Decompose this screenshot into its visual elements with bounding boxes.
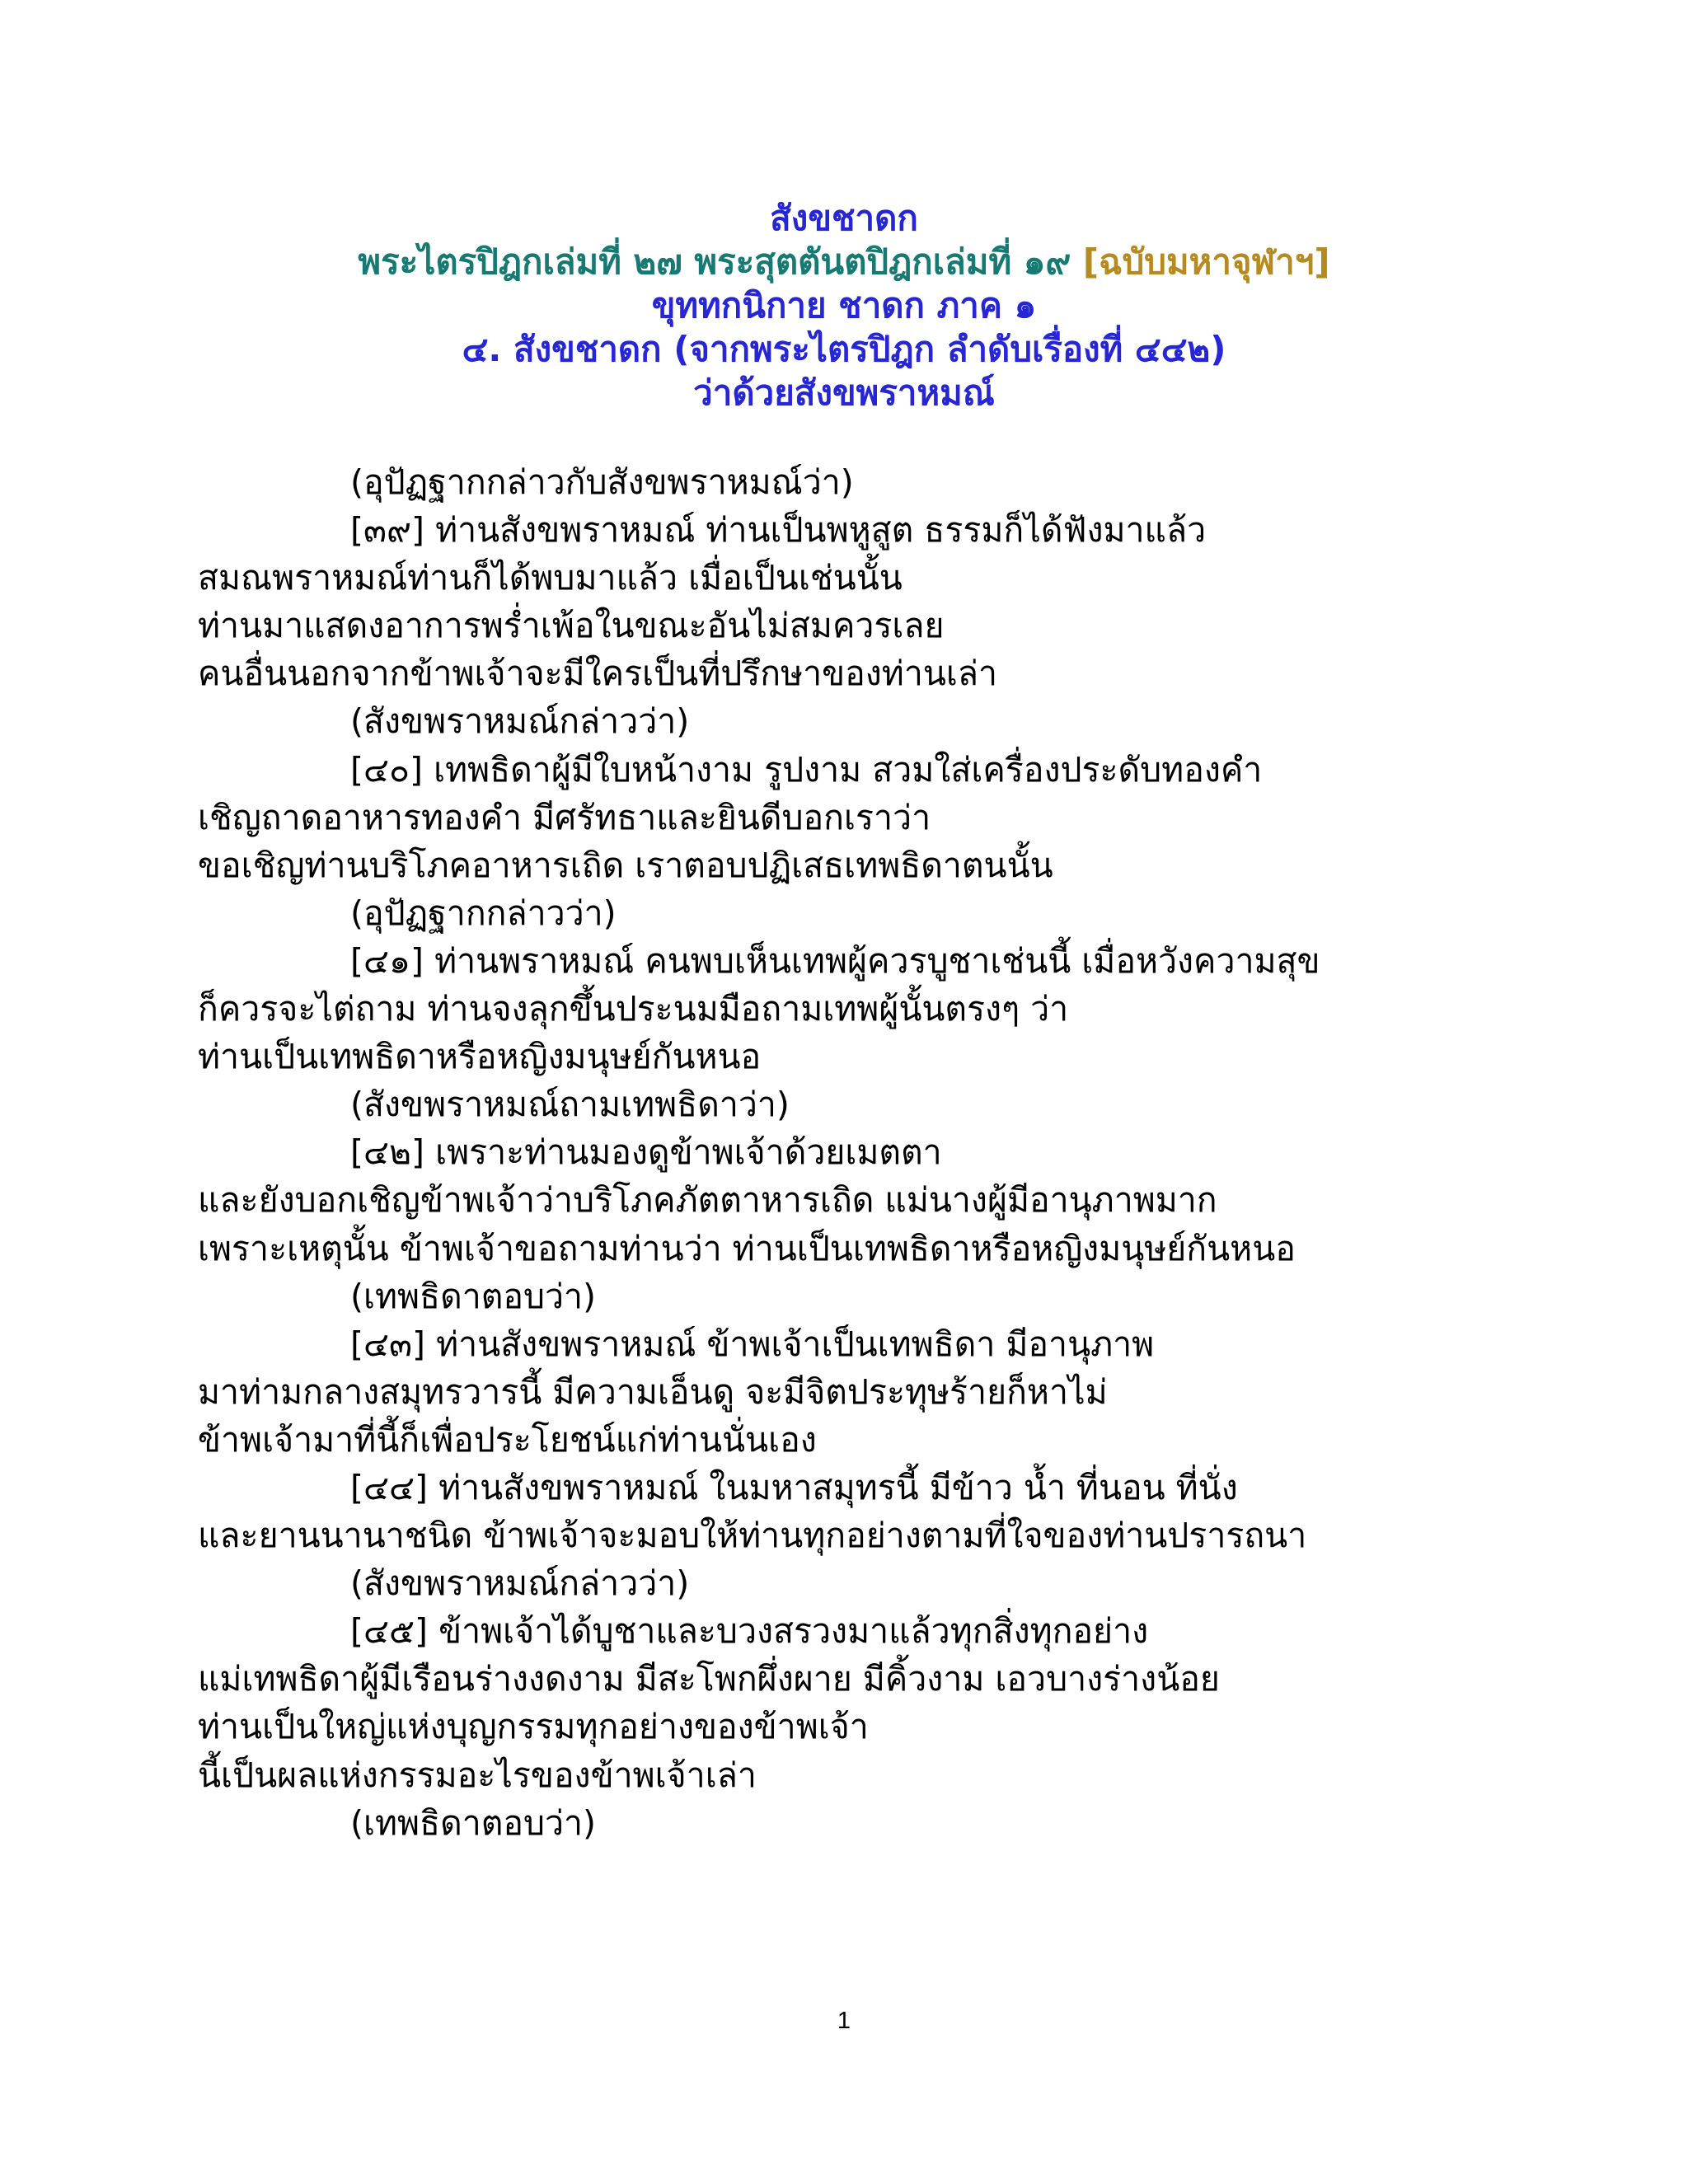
verse-line: ข้าพเจ้ามาที่นี้ก็เพื่อประโยชน์แก่ท่านนั่นเอง: [198, 1419, 817, 1460]
verse-line-indented: (อุปัฏฐากกล่าวว่า): [350, 893, 617, 933]
verse-line: ก็ควรจะไต่ถาม ท่านจงลุกขึ้นประนมมือถามเทพผู้นั้นตรงๆ ว่า: [198, 989, 1069, 1029]
verse-line: คนอื่นนอกจากข้าพเจ้าจะมีใครเป็นที่ปรึกษาของท่านเล่า: [198, 654, 998, 694]
verse-line: ขอเชิญท่านบริโภคอาหารเถิด เราตอบปฏิเสธเทพธิดาตนนั้น: [198, 845, 1053, 885]
volume-reference: พระไตรปิฎกเล่มที่ ๒๗ พระสุตตันตปิฎกเล่มที่ ๑๙: [358, 241, 1071, 282]
edition-label: [ฉบับมหาจุฬาฯ]: [1082, 241, 1330, 282]
document-header: [0, 196, 1688, 415]
verse-line: ท่านเป็นใหญ่แห่งบุญกรรมทุกอย่างของข้าพเจ้า: [198, 1707, 869, 1747]
nikaya-heading: ขุททกนิกาย ชาดก ภาค ๑: [651, 285, 1037, 326]
jataka-heading: ๔. สังขชาดก (จากพระไตรปิฎก ลำดับเรื่องที่ ๔๔๒): [462, 329, 1226, 369]
verse-line: นี้เป็นผลแห่งกรรมอะไรของข้าพเจ้าเล่า: [198, 1755, 757, 1795]
volume-line: [0, 240, 1688, 284]
verse-line-indented: [๔๓] ท่านสังขพราหมณ์ ข้าพเจ้าเป็นเทพธิดา มีอานุภาพ: [350, 1324, 1155, 1364]
verse-line: ท่านเป็นเทพธิดาหรือหญิงมนุษย์กันหนอ: [198, 1037, 762, 1077]
verse-line-indented: (อุปัฏฐากกล่าวกับสังขพราหมณ์ว่า): [350, 462, 854, 502]
verse-line-indented: (เทพธิดาตอบว่า): [350, 1802, 597, 1843]
verse-line: เชิญถาดอาหารทองคำ มีศรัทธาและยินดีบอกเราว่า: [198, 797, 931, 837]
page-number: 1: [837, 2008, 851, 2034]
verse-line-indented: [๔๕] ข้าพเจ้าได้บูชาและบวงสรวงมาแล้วทุกสิ่งทุกอย่าง: [350, 1611, 1149, 1652]
verse-line: เพราะเหตุนั้น ข้าพเจ้าขอถามท่านว่า ท่านเป็นเทพธิดาหรือหญิงมนุษย์กันหนอ: [198, 1228, 1296, 1268]
verse-line-indented: [๔๑] ท่านพราหมณ์ คนพบเห็นเทพผู้ควรบูชาเช่นนี้ เมื่อหวังความสุข: [350, 940, 1320, 981]
verse-line-indented: [๔๒] เพราะท่านมองดูข้าพเจ้าด้วยเมตตา: [350, 1132, 942, 1173]
document-body: [198, 458, 1484, 1847]
section-subtitle: ว่าด้วยสังขพราหมณ์: [693, 373, 995, 413]
verse-line: ท่านมาแสดงอาการพร่ำเพ้อในขณะอันไม่สมควรเลย: [198, 606, 945, 646]
document-title: สังขชาดก: [770, 198, 918, 238]
verse-line-indented: [๔๔] ท่านสังขพราหมณ์ ในมหาสมุทรนี้ มีข้าว น้ำ ที่นอน ที่นั่ง: [350, 1467, 1238, 1507]
verse-line-indented: (สังขพราหมณ์กล่าวว่า): [350, 1563, 690, 1604]
verse-line: และยานนานาชนิด ข้าพเจ้าจะมอบให้ท่านทุกอย่างตามที่ใจของท่านปรารถนา: [198, 1516, 1307, 1556]
verse-line-indented: (เทพธิดาตอบว่า): [350, 1276, 597, 1316]
verse-line-indented: (สังขพราหมณ์กล่าวว่า): [350, 701, 690, 742]
verse-line-indented: [๓๙] ท่านสังขพราหมณ์ ท่านเป็นพหูสูต ธรรมก็ได้ฟังมาแล้ว: [350, 510, 1207, 551]
verse-line: และยังบอกเชิญข้าพเจ้าว่าบริโภคภัตตาหารเถิด แม่นางผู้มีอานุภาพมาก: [198, 1180, 1217, 1221]
verse-line: สมณพราหมณ์ท่านก็ได้พบมาแล้ว เมื่อเป็นเช่นนั้น: [198, 558, 903, 598]
verse-line-indented: (สังขพราหมณ์ถามเทพธิดาว่า): [350, 1085, 790, 1125]
verse-line: มาท่ามกลางสมุทรวารนี้ มีความเอ็นดู จะมีจิตประทุษร้ายก็หาไม่: [198, 1371, 1108, 1412]
verse-line: แม่เทพธิดาผู้มีเรือนร่างงดงาม มีสะโพกผึ่งผาย มีคิ้วงาม เอวบางร่างน้อย: [198, 1659, 1220, 1699]
verse-line-indented: [๔๐] เทพธิดาผู้มีใบหน้างาม รูปงาม สวมใส่เครื่องประดับทองคำ: [350, 749, 1263, 790]
